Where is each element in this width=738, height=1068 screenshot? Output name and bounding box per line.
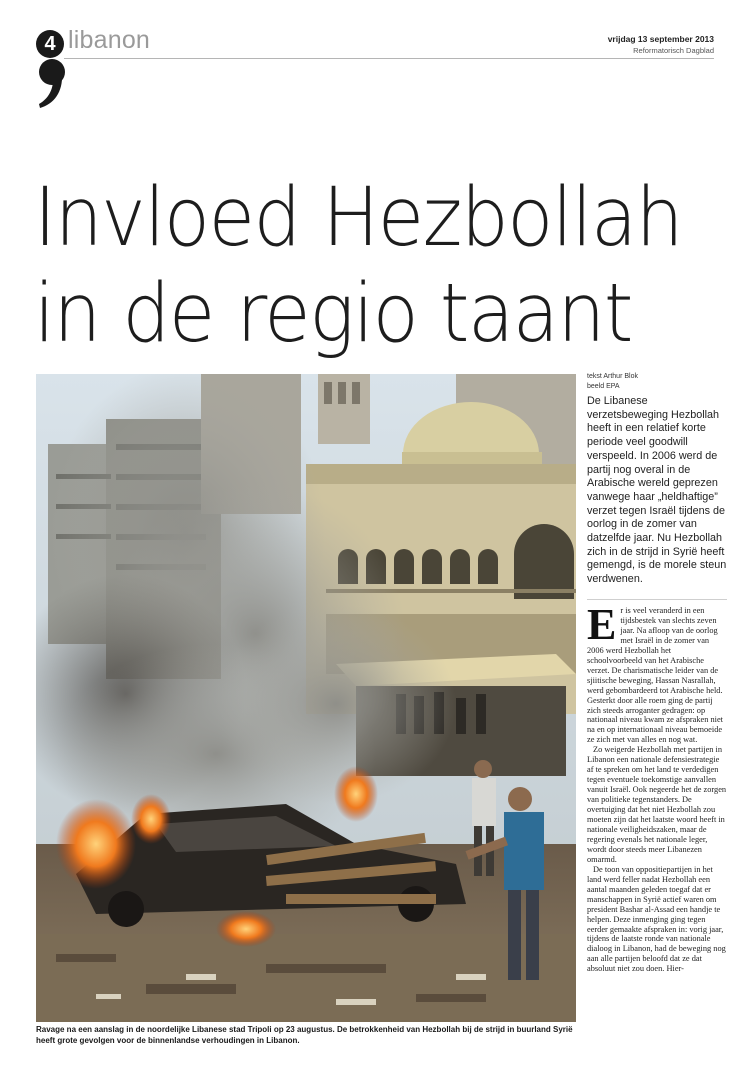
photo-credit: beeld EPA xyxy=(587,382,620,390)
author-credit: tekst Arthur Blok xyxy=(587,373,638,380)
newspaper-name: Reformatorisch Dagblad xyxy=(633,46,714,55)
article-paragraph-1: r is veel veranderd in een tijdsbestek van slechts zeven jaar. Na afloop van de oorlog met Israël in de zomer van 2006 werd Hezbollah het schoolvoorbeeld van het Arabische verzet. De charismatische leider van de sjiitische beweging, Hassan Nasrallah, werd gebombardeerd tot Arabische held. Gesterkt door alle roem ging de partij zich steeds arroganter gedragen: op nationaal niveau kwam ze afspraken niet na en op internationaal niveau bemoeide ze zich met van alles en nog wat. xyxy=(587,606,723,745)
comma-logo-icon xyxy=(32,52,72,112)
issue-date: vrijdag 13 september 2013 xyxy=(607,34,714,44)
article-paragraph-2: Zo weigerde Hezbollah met partijen in Libanon een nationale defensiestrategie af te spreken om het land te verdedigen tegen eventuele toekomstige aanvallen vanuit Israël. Ook negeerde het de zorgen van politieke tegenstanders. De overtuiging dat het niet Hezbollah zou moeten zijn dat het laatste woord heeft in nationale veiligheidszaken, maar de regering evenals het nationale leger, wordt door steeds meer Libanezen omarmd. xyxy=(587,745,727,864)
photo-caption: Ravage na een aanslag in de noordelijke Libanese stad Tripoli op 23 augustus. De betrokkenheid van Hezbollah bij de strijd in buurland Syrië heeft grote gevolgen voor de binnenlandse verhoudingen in Libanon. xyxy=(36,1025,573,1045)
news-photo xyxy=(36,374,576,1022)
article-paragraph-3: De toon van oppositiepartijen in het land werd feller nadat Hezbollah een aantal maanden geleden toegaf dat er manschappen in Syrië actief waren om president Bashar al-Assad een handje te helpen. Deze inmenging ging tegen eerder gemaakte afspraken in: vorig jaar, tijdens de laatste ronde van nationale dialoog in Libanon, had de beweging nog aan alle partijen beloofd dat ze dat absoluut niet zou doen. Hier- xyxy=(587,864,726,974)
article-body xyxy=(587,600,727,974)
section-label: libanon xyxy=(68,26,151,54)
page-number-badge: 4 xyxy=(36,30,64,58)
headline-line-2: in de regio taant xyxy=(34,267,632,361)
article-intro: De Libanese verzetsbeweging Hezbollah heeft in een relatief korte periode veel goodwill verspeeld. In 2006 werd de partij nog overal in de Arabische wereld geprezen vanwege haar „heldhaftige” verzet tegen Israël tijdens de oorlog in de zomer van datzelfde jaar. Nu Hezbollah zich in de strijd in Syrië heeft gemengd, is de morele steun verdwenen. xyxy=(587,395,727,586)
article-credits xyxy=(587,372,638,391)
article-headline xyxy=(34,170,683,362)
explosion-scene-image xyxy=(36,374,576,1022)
header-divider xyxy=(64,58,714,59)
drop-cap: E xyxy=(587,600,617,649)
headline-line-1: Invloed Hezbollah xyxy=(34,171,683,265)
